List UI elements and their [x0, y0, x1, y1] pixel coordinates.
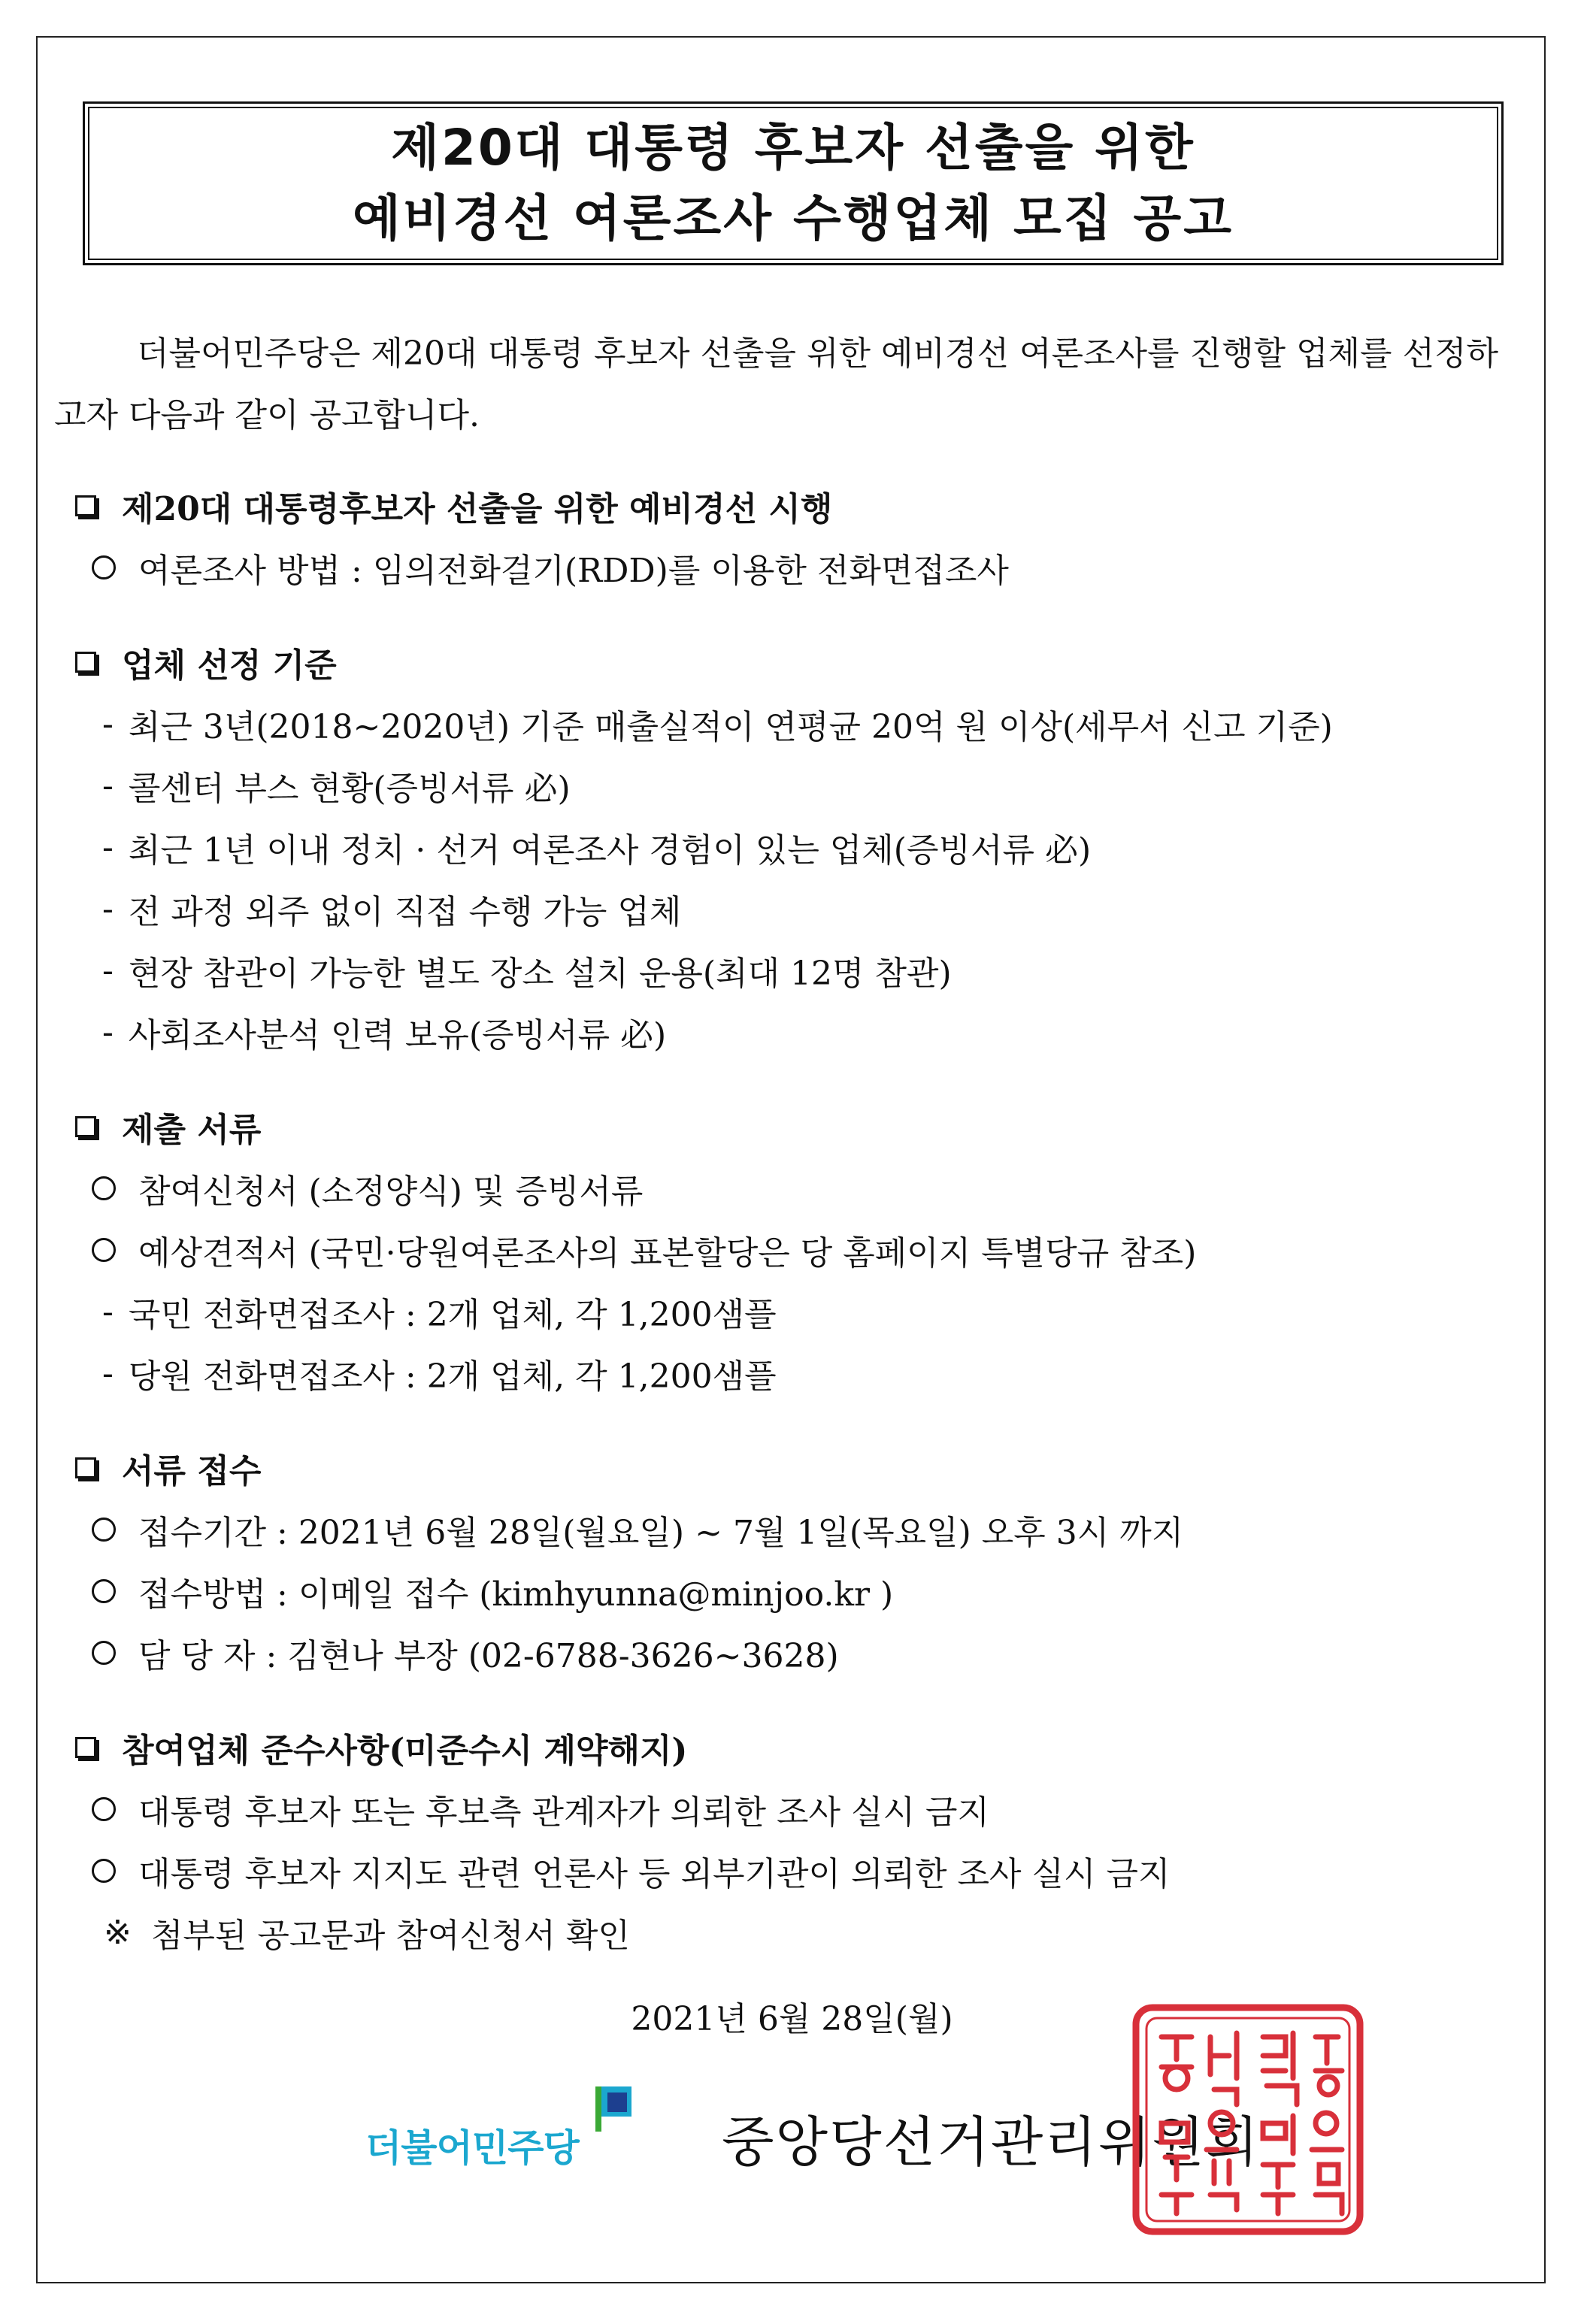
list-item-text: 접수기간 : 2021년 6월 28일(월요일) ~ 7월 1일(목요일) 오후 3시 까지	[138, 1514, 1184, 1552]
list-item	[54, 878, 1528, 940]
circle-bullet-icon	[92, 1176, 116, 1200]
section-heading	[54, 631, 1528, 693]
section-heading-text: 서류 접수	[122, 1452, 262, 1490]
section-heading-text: 참여업체 준수사항(미준수시 계약해지)	[122, 1732, 688, 1770]
circle-bullet-icon	[92, 1579, 116, 1603]
dash-bullet-icon: -	[102, 889, 114, 928]
section-election	[54, 475, 1528, 598]
circle-bullet-icon	[92, 1518, 116, 1542]
title-line-1: 제20대 대통령 후보자 선출을 위한	[391, 119, 1195, 177]
section-heading	[54, 1096, 1528, 1157]
announcement-date: 2021년 6월 28일(월)	[631, 2000, 953, 2038]
list-item	[54, 1219, 1528, 1281]
list-item-text: 최근 3년(2018~2020년) 기준 매출실적이 연평균 20억 원 이상(세무서 신고 기준)	[128, 708, 1333, 746]
checkbox-square-icon	[75, 1116, 96, 1137]
list-item-text: 사회조사분석 인력 보유(증빙서류 必)	[128, 1016, 667, 1055]
dash-bullet-icon: -	[102, 828, 114, 867]
party-logo-text: 더불어민주당	[365, 2126, 579, 2170]
list-item-text: 첨부된 공고문과 참여신청서 확인	[150, 1917, 630, 1955]
list-item-note	[54, 1902, 1528, 1963]
party-flag-icon	[591, 2082, 636, 2135]
list-item	[54, 940, 1528, 1001]
checkbox-square-icon	[75, 652, 96, 673]
section-compliance	[54, 1717, 1528, 1963]
seal-glyphs	[1161, 2033, 1342, 2214]
official-seal-icon	[1131, 2003, 1364, 2236]
list-item-text: 현장 참관이 가능한 별도 장소 설치 운용(최대 12명 참관)	[128, 955, 952, 993]
list-item	[54, 1622, 1528, 1684]
document-body	[54, 323, 1528, 1996]
list-item-text: 접수방법 : 이메일 접수 (kimhyunna@minjoo.kr )	[138, 1575, 894, 1614]
list-item-text: 최근 1년 이내 정치 · 선거 여론조사 경험이 있는 업체(증빙서류 必)	[128, 831, 1092, 870]
committee-name: 중앙당선거관리위원회	[722, 2111, 1260, 2174]
list-item-text: 전 과정 외주 없이 직접 수행 가능 업체	[128, 893, 682, 931]
dash-bullet-icon: -	[102, 1354, 114, 1393]
list-item	[54, 1560, 1528, 1622]
dash-bullet-icon: -	[102, 704, 114, 743]
list-item	[54, 1778, 1528, 1840]
title-line-2: 예비경선 여론조사 수행업체 모집 공고	[352, 189, 1234, 247]
reference-mark-icon: ※	[104, 1913, 132, 1952]
dash-bullet-icon: -	[102, 951, 114, 990]
section-heading	[54, 1717, 1528, 1778]
list-item	[54, 1281, 1528, 1342]
title-inner	[88, 107, 1498, 260]
party-logo	[365, 2082, 651, 2172]
list-item-text: 국민 전화면접조사 : 2개 업체, 각 1,200샘플	[128, 1296, 777, 1334]
title-box	[83, 101, 1504, 265]
section-heading	[54, 475, 1528, 537]
list-item	[54, 693, 1528, 755]
circle-bullet-icon	[92, 1797, 116, 1821]
circle-bullet-icon	[92, 1859, 116, 1883]
flag-green-pole	[595, 2086, 601, 2132]
section-heading-text: 제출 서류	[122, 1111, 262, 1149]
list-item	[54, 1157, 1528, 1219]
circle-bullet-icon	[92, 1641, 116, 1665]
list-item	[54, 816, 1528, 878]
section-selection-criteria	[54, 631, 1528, 1063]
section-submission	[54, 1437, 1528, 1684]
section-heading-text: 제20대 대통령후보자 선출을 위한 예비경선 시행	[122, 490, 833, 528]
checkbox-square-icon	[75, 1457, 96, 1478]
list-item-text: 참여신청서 (소정양식) 및 증빙서류	[138, 1173, 644, 1211]
section-documents	[54, 1096, 1528, 1404]
dash-bullet-icon: -	[102, 766, 114, 805]
dash-bullet-icon: -	[102, 1292, 114, 1331]
checkbox-square-icon	[75, 495, 96, 516]
circle-bullet-icon	[92, 1238, 116, 1262]
section-heading	[54, 1437, 1528, 1499]
list-item-text: 당원 전화면접조사 : 2개 업체, 각 1,200샘플	[128, 1357, 777, 1396]
list-item	[54, 1840, 1528, 1902]
list-item	[54, 1001, 1528, 1063]
list-item-text: 담 당 자 : 김현나 부장 (02-6788-3626~3628)	[138, 1637, 839, 1675]
list-item-text: 대통령 후보자 지지도 관련 언론사 등 외부기관이 의뢰한 조사 실시 금지	[138, 1855, 1171, 1893]
dash-bullet-icon: -	[102, 1012, 114, 1052]
list-item-text: 콜센터 부스 현황(증빙서류 必)	[128, 770, 571, 808]
intro-paragraph: 더불어민주당은 제20대 대통령 후보자 선출을 위한 예비경선 여론조사를 진행할 업체를 선정하고자 다음과 같이 공고합니다.	[54, 334, 1498, 434]
checkbox-square-icon	[75, 1737, 96, 1758]
list-item-text: 예상견적서 (국민·당원여론조사의 표본할당은 당 홈페이지 특별당규 참조)	[138, 1234, 1197, 1272]
flag-navy-block	[607, 2093, 627, 2112]
circle-bullet-icon	[92, 555, 116, 579]
list-item	[54, 537, 1528, 598]
section-heading-text: 업체 선정 기준	[122, 646, 337, 685]
list-item-text: 대통령 후보자 또는 후보측 관계자가 의뢰한 조사 실시 금지	[138, 1793, 989, 1832]
list-item	[54, 1499, 1528, 1560]
list-item	[54, 1342, 1528, 1404]
list-item	[54, 755, 1528, 816]
list-item-text: 여론조사 방법 : 임의전화걸기(RDD)를 이용한 전화면접조사	[138, 552, 1009, 590]
